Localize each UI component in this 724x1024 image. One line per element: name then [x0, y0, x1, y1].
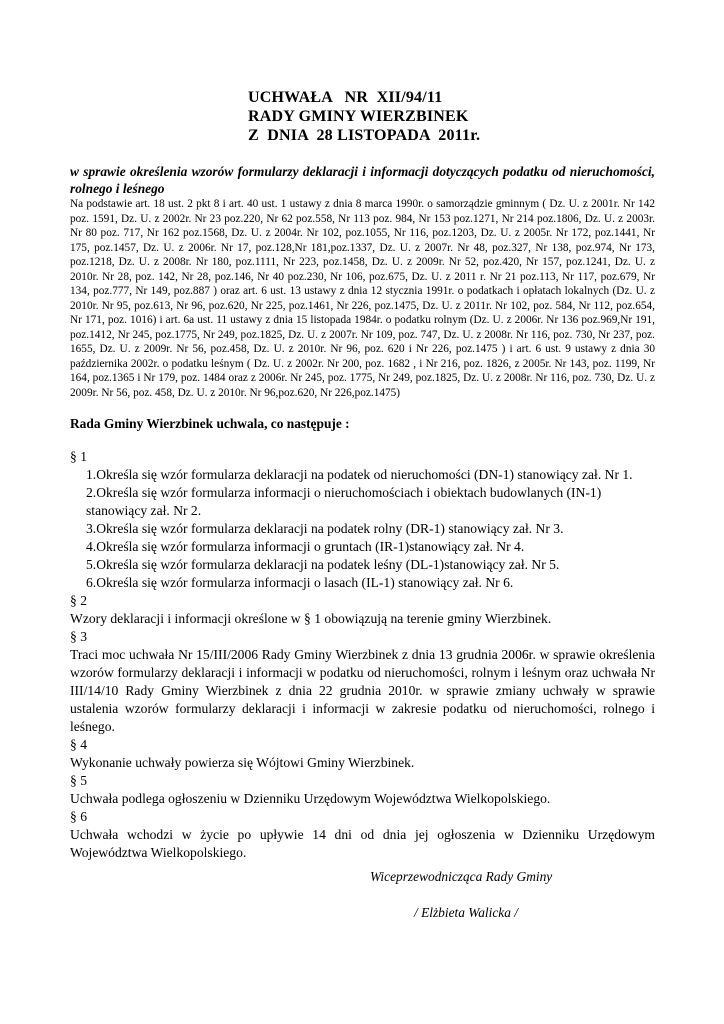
section-1-mark: § 1 [70, 449, 87, 464]
section-6-mark: § 6 [70, 809, 87, 824]
section-1-item-2: 2.Określa się wzór formularza informacji o nieruchomościach i obiektach budowlanych (IN-1) stanowiący zał. Nr 2. [86, 485, 602, 518]
signatory-role: Wiceprzewodnicząca Rady Gminy [370, 869, 553, 884]
section-1-item-5: 5.Określa się wzór formularza deklaracji na podatek leśny (DL-1)stanowiący zał. Nr 5. [86, 557, 560, 572]
resolution-date: Z DNIA 28 LISTOPADA 2011r. [248, 127, 481, 144]
resolution-body [70, 448, 655, 862]
section-5-text: Uchwała podlega ogłoszeniu w Dzienniku Urzędowym Województwa Wielkopolskiego. [70, 791, 551, 806]
section-1-items [70, 466, 655, 592]
section-3-mark: § 3 [70, 629, 87, 644]
section-4-text: Wykonanie uchwały powierza się Wójtowi Gminy Wierzbinek. [70, 755, 415, 770]
section-6-text: Uchwała wchodzi w życie po upływie 14 dni od dnia jej ogłoszenia w Dzienniku Urzędowym Województwa Wielkopolskiego. [70, 827, 655, 860]
section-5-mark: § 5 [70, 773, 87, 788]
signatory-name: / Elżbieta Walicka / [414, 905, 519, 920]
section-1-item-6: 6.Określa się wzór formularza informacji o lasach (IL-1) stanowiący zał. Nr 6. [86, 575, 514, 590]
section-2-mark: § 2 [70, 593, 87, 608]
council-name: RADY GMINY WIERZBINEK [248, 108, 469, 125]
signature-block [370, 868, 610, 922]
section-1-item-3: 3.Określa się wzór formularza deklaracji na podatek rolny (DR-1) stanowiący zał. Nr 3. [86, 521, 564, 536]
section-2-text: Wzory deklaracji i informacji określone w § 1 obowiązują na terenie gminy Wierzbinek. [70, 611, 552, 626]
resolution-subject: w sprawie określenia wzorów formularzy deklaracji i informacji dotyczących podatku od nieruchomości, rolnego i leśnego [70, 164, 655, 196]
section-1-item-4: 4.Określa się wzór formularza informacji o gruntach (IR-1)stanowiący zał. Nr 4. [86, 539, 525, 554]
section-1-item-1: 1.Określa się wzór formularza deklaracji na podatek od nieruchomości (DN-1) stanowiący zał. Nr 1. [86, 467, 633, 482]
resolution-intro: Rada Gminy Wierzbinek uchwala, co następuje : [70, 416, 350, 431]
resolution-header [248, 88, 668, 145]
section-4-mark: § 4 [70, 737, 87, 752]
legal-basis: Na podstawie art. 18 ust. 2 pkt 8 i art. 40 ust. 1 ustawy z dnia 8 marca 1990r. o samorządzie gminnym ( Dz. U. z 2001r. Nr 142 poz. 1591, Dz. U. z 2002r. Nr 23 poz.220, Nr 62 poz.558, Nr 113 poz. 984, Nr 153 poz.1271, Nr 214 poz.1806, Dz. U. z 2003r. Nr 80 poz. 717, Nr 162 poz.1568, Dz. U. z 2004r. Nr 102, poz.1055, Nr 116, poz.1203, Dz. U. z 2005r. Nr 172, poz.1441, Nr 175, poz.1457, Dz. U. z 2006r. Nr 17, poz.128,Nr 181,poz.1337, Dz. U. z 2007r. Nr 48, poz.327, Nr 138, poz.974, Nr 173, poz.1218, Dz. U. z 2008r. Nr 180, poz.1111, Nr 223, poz.1458, Dz. U. z 2009r. Nr 52, poz.420, Nr 157, poz.1241, Dz. U. z 2010r. Nr 28, poz. 142, Nr 28, poz.146, Nr 40 poz.230, Nr 106, poz.675, Dz. U. z 2011 r. Nr 21 poz.113, Nr 117, poz.679, Nr 134, poz.777, Nr 149, poz.887 ) oraz art. 6 ust. 13 ustawy z dnia 12 stycznia 1991r. o podatkach i opłatach lokalnych (Dz. U. z 2010r. Nr 95, poz.613, Nr 96, poz.620, Nr 225, poz.1461, Nr 226, poz.1475, Dz. U. z 2011r. Nr 102, poz. 584, Nr 112, poz.654, Nr 171, poz. 1016) i art. 6a ust. 11 ustawy z dnia 15 listopada 1984r. o podatku rolnym (Dz. U. z 2006r. Nr 136 poz.969,Nr 191, poz.1412, Nr 245, poz.1775, Nr 249, poz.1825, Dz. U. z 2007r. Nr 109, poz. 747, Dz. U. z 2008r. Nr 116, poz. 730, Nr 237, poz. 1655, Dz. U. z 2009r. Nr 56, poz.458, Dz. U. z 2010r. Nr 96, poz. 620 i Nr 226, poz.1475 ) i art. 6 ust. 9 ustawy z dnia 30 października 2002r. o podatku leśnym ( Dz. U. z 2002r. Nr 200, poz. 1682 , i Nr 216, poz. 1826, z 2005r. Nr 143, poz. 1199, Nr 164, poz.1365 i Nr 179, poz. 1484 oraz z 2006r. Nr 245, poz. 1775, Nr 249, poz.1825, Dz. U. z 2008r. Nr 116, poz. 730, Dz. U. z 2009r. Nr 56, poz. 458, Dz. U. z 2010r. Nr 96,poz.620, Nr 226,poz.1475) [70, 198, 655, 399]
resolution-number: UCHWAŁA NR XII/94/11 [248, 89, 443, 106]
section-3-text: Traci moc uchwała Nr 15/III/2006 Rady Gminy Wierzbinek z dnia 13 grudnia 2006r. w sprawie określenia wzorów formularzy deklaracji i informacji w podatku od nieruchomości, rolnym i leśnym oraz uchwała Nr III/14/10 Rady Gminy Wierzbinek z dnia 22 grudnia 2010r. w sprawie zmiany uchwały w sprawie ustalenia wzorów formularzy deklaracji i informacji w zakresie podatku od nieruchomości, rolnego i leśnego. [70, 647, 655, 734]
